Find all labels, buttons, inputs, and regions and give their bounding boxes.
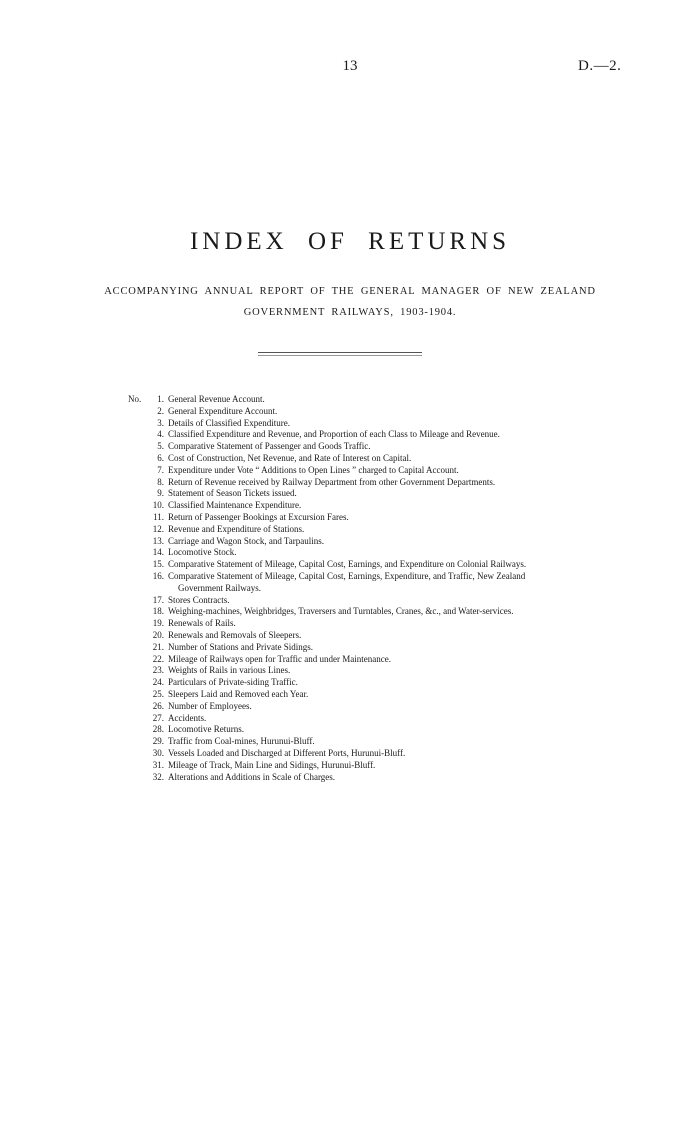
return-title-text: Classified Expenditure and Revenue, and Proportion of each Class to Mileage and Revenue.	[168, 429, 500, 440]
list-prefix	[128, 736, 144, 748]
return-number: 16.	[152, 570, 164, 581]
return-title	[168, 547, 237, 559]
return-title-text: Mileage of Railways open for Traffic and under Maintenance.	[168, 653, 392, 664]
return-list-item	[128, 595, 688, 607]
return-title-text: Comparative Statement of Passenger and Goods Traffic.	[168, 441, 371, 452]
return-title-text: Revenue and Expenditure of Stations.	[168, 523, 305, 534]
return-list-item	[128, 748, 688, 760]
return-title-text: Expenditure under Vote “ Additions to Open Lines ” charged to Capital Account.	[168, 464, 459, 475]
list-prefix	[128, 701, 144, 713]
return-title	[168, 536, 324, 548]
return-title	[168, 713, 206, 725]
decorative-rule	[258, 352, 422, 356]
return-list-item	[128, 512, 688, 524]
list-prefix	[128, 713, 144, 725]
return-number: 1.	[157, 394, 164, 404]
list-prefix	[128, 524, 144, 536]
return-list-item	[128, 536, 688, 548]
return-title	[168, 689, 308, 701]
return-title	[168, 465, 459, 477]
return-list-item	[128, 701, 688, 713]
return-number: 29.	[152, 736, 164, 747]
return-title	[168, 406, 277, 418]
return-number: 26.	[152, 700, 164, 711]
return-list-item	[128, 406, 688, 418]
return-list-item	[128, 689, 688, 701]
return-title	[168, 677, 298, 689]
return-title	[168, 488, 297, 500]
return-title	[168, 701, 252, 713]
return-title	[168, 642, 313, 654]
return-title-text: Sleepers Laid and Removed each Year.	[168, 688, 309, 699]
return-title	[168, 665, 290, 677]
list-prefix	[128, 547, 144, 559]
return-title-text: Number of Stations and Private Sidings.	[168, 641, 313, 652]
return-list-item	[128, 571, 688, 595]
return-title-text: Particulars of Private-siding Traffic.	[168, 677, 298, 688]
return-list-item	[128, 429, 688, 441]
return-title	[168, 760, 375, 772]
return-list-item	[128, 724, 688, 736]
return-number: 25.	[152, 688, 164, 699]
return-title-text: Stores Contracts.	[168, 594, 230, 605]
list-prefix	[128, 500, 144, 512]
list-prefix	[128, 406, 144, 418]
return-title-text: Comparative Statement of Mileage, Capital Cost, Earnings, Expenditure, and Traffic, New Zealand	[168, 570, 526, 581]
return-list-item	[128, 453, 688, 465]
return-title-text: Number of Employees.	[168, 700, 252, 711]
return-number: 13.	[152, 535, 164, 546]
return-title	[168, 606, 514, 618]
return-title-text: Traffic from Coal-mines, Hurunui-Bluff.	[168, 736, 315, 747]
page-title: INDEX OF RETURNS	[189, 228, 511, 255]
return-title-text: Weighing-machines, Weighbridges, Traversers and Turntables, Cranes, &c., and Water-services.	[168, 606, 514, 617]
list-prefix	[128, 441, 144, 453]
list-prefix	[128, 630, 144, 642]
return-title-text: Locomotive Stock.	[168, 547, 237, 558]
return-list-item	[128, 665, 688, 677]
return-title	[168, 500, 301, 512]
return-title	[168, 748, 405, 760]
return-number: 2.	[157, 405, 164, 416]
return-list-item	[128, 547, 688, 559]
return-number: 20.	[152, 629, 164, 640]
list-prefix	[128, 642, 144, 654]
return-title-text: Cost of Construction, Net Revenue, and Rate of Interest on Capital.	[168, 452, 412, 463]
return-title-text: Return of Passenger Bookings at Excursion Fares.	[168, 511, 349, 522]
return-number: 10.	[152, 500, 164, 511]
return-title-text: Statement of Season Tickets issued.	[168, 488, 297, 499]
list-prefix	[128, 571, 144, 595]
return-list-item	[128, 772, 688, 784]
return-title-text: Details of Classified Expenditure.	[168, 417, 290, 428]
return-title-text: Carriage and Wagon Stock, and Tarpaulins.	[168, 535, 325, 546]
return-title-text: Comparative Statement of Mileage, Capital Cost, Earnings, and Expenditure on Colonial Railways.	[168, 559, 527, 570]
return-title	[168, 772, 335, 784]
return-title	[168, 618, 236, 630]
return-number: 18.	[152, 606, 164, 617]
return-number: 31.	[152, 759, 164, 770]
return-list-item	[128, 606, 688, 618]
return-title-text: Renewals and Removals of Sleepers.	[168, 629, 302, 640]
return-title-text: Mileage of Track, Main Line and Sidings, Hurunui-Bluff.	[168, 759, 376, 770]
return-number: 17.	[152, 594, 164, 605]
return-number: 32.	[152, 771, 164, 782]
return-title	[168, 512, 349, 524]
list-prefix	[128, 724, 144, 736]
return-list-item	[128, 618, 688, 630]
return-title	[168, 595, 230, 607]
list-prefix	[128, 618, 144, 630]
return-title	[168, 654, 391, 666]
list-prefix	[128, 559, 144, 571]
list-prefix	[128, 453, 144, 465]
return-title	[168, 736, 315, 748]
return-title-text: Accidents.	[168, 712, 207, 723]
return-title-text: Vessels Loaded and Discharged at Different Ports, Hurunui-Bluff.	[168, 747, 406, 758]
return-title	[168, 441, 371, 453]
list-prefix	[128, 465, 144, 477]
return-title	[168, 571, 688, 595]
return-title-text: Locomotive Returns.	[168, 724, 244, 735]
return-number: 14.	[152, 547, 164, 558]
return-number: 21.	[152, 641, 164, 652]
list-prefix	[128, 689, 144, 701]
list-prefix	[128, 512, 144, 524]
page-number: 13	[342, 58, 358, 74]
list-prefix	[128, 477, 144, 489]
list-prefix	[128, 595, 144, 607]
return-number: 22.	[152, 653, 164, 664]
returns-index-list	[128, 394, 688, 783]
return-number: 15.	[152, 559, 164, 570]
return-number: 9.	[157, 488, 164, 499]
document-reference: D.—2.	[578, 58, 622, 74]
return-list-item	[128, 760, 688, 772]
return-number: 24.	[152, 677, 164, 688]
return-title	[168, 724, 244, 736]
return-number: 30.	[152, 747, 164, 758]
return-title	[168, 429, 500, 441]
return-number: 5.	[157, 441, 164, 452]
return-list-item	[128, 677, 688, 689]
list-prefix	[128, 429, 144, 441]
list-prefix	[128, 606, 144, 618]
return-number: 6.	[157, 452, 164, 463]
page-subtitle: ACCOMPANYING ANNUAL REPORT OF THE GENERAL MANAGER OF NEW ZEALAND GOVERNMENT RAILWAYS, 1903-1904.	[104, 286, 596, 318]
list-prefix	[128, 677, 144, 689]
list-prefix	[128, 488, 144, 500]
return-number: 7.	[157, 464, 164, 475]
return-title	[168, 559, 526, 571]
return-title-text: Return of Revenue received by Railway Department from other Government Departments.	[168, 476, 496, 487]
return-number: 3.	[157, 417, 164, 428]
return-title-text: Weights of Rails in various Lines.	[168, 665, 291, 676]
return-title-text: General Expenditure Account.	[168, 405, 278, 416]
return-title	[168, 418, 290, 430]
return-number: 23.	[152, 665, 164, 676]
return-list-item	[128, 559, 688, 571]
return-title	[168, 453, 411, 465]
return-list-item	[128, 418, 688, 430]
return-list-item	[128, 488, 688, 500]
return-list-item	[128, 500, 688, 512]
return-title	[168, 477, 495, 489]
return-title-text: Renewals of Rails.	[168, 618, 236, 629]
return-title-text: Alterations and Additions in Scale of Charges.	[168, 771, 336, 782]
return-list-item	[128, 394, 688, 406]
return-number: 11.	[153, 511, 164, 522]
return-number: 28.	[152, 724, 164, 735]
list-prefix	[128, 536, 144, 548]
return-list-item	[128, 654, 688, 666]
return-number: 12.	[152, 523, 164, 534]
list-prefix	[128, 748, 144, 760]
return-title-continuation: Government Railways.	[178, 582, 261, 593]
return-title-text: Classified Maintenance Expenditure.	[168, 500, 302, 511]
return-title	[168, 630, 301, 642]
return-list-item	[128, 642, 688, 654]
return-list-item	[128, 465, 688, 477]
return-number: 4.	[157, 429, 164, 440]
return-list-item	[128, 736, 688, 748]
return-list-item	[128, 524, 688, 536]
list-prefix	[128, 665, 144, 677]
list-prefix: No.	[128, 394, 142, 404]
return-list-item	[128, 713, 688, 725]
return-list-item	[128, 477, 688, 489]
return-number: 8.	[157, 476, 164, 487]
list-prefix	[128, 760, 144, 772]
return-list-item	[128, 630, 688, 642]
return-list-item	[128, 441, 688, 453]
return-number: 27.	[152, 712, 164, 723]
return-title-text: General Revenue Account.	[168, 394, 265, 404]
list-prefix	[128, 654, 144, 666]
list-prefix	[128, 418, 144, 430]
return-title	[168, 394, 265, 406]
list-prefix	[128, 772, 144, 784]
return-title	[168, 524, 304, 536]
return-number: 19.	[152, 618, 164, 629]
